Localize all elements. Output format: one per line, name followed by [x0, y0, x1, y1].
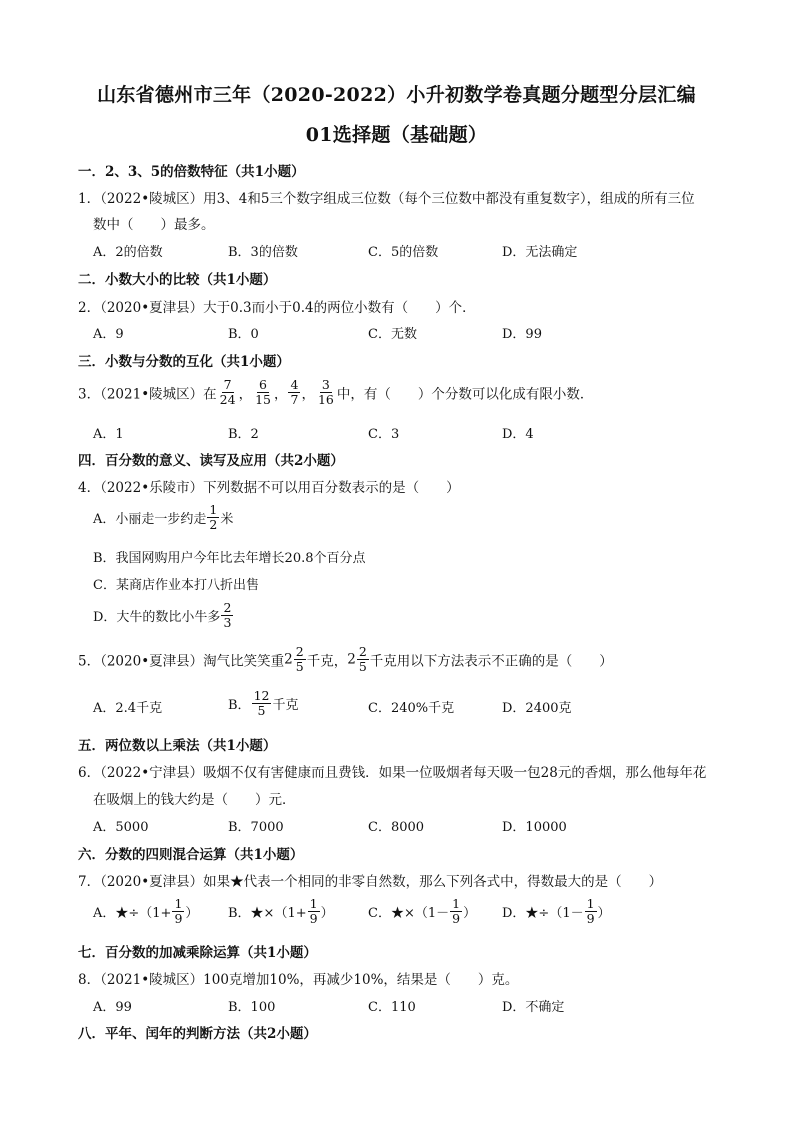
q2-option-a: A．9: [93, 327, 124, 342]
q8-option-d: D．不确定: [502, 1000, 565, 1015]
q5-option-b: B． $\frac{12}{5}$ 千克: [228, 688, 299, 718]
q5-mixed-fraction-2: $\frac{2}{5}$: [358, 644, 367, 674]
q5-option-a: A．2.4千克: [93, 701, 163, 716]
q3-fraction-1: $\frac{7}{24}$: [219, 377, 236, 407]
question-5: 5．（2020•夏津县）淘气比笑笑重2 $\frac{2}{5}$ 千克，2 $\frac{2}{5}$ 千克用以下方法表示不正确的是（ ）: [78, 644, 613, 674]
section-heading-7: 七．百分数的加减乘除运算（共1小题）: [78, 945, 317, 961]
q7-option-b-fraction: $\frac{1}{9}$: [309, 896, 318, 926]
section-heading-1: 一．2、3、5的倍数特征（共1小题）: [78, 164, 305, 180]
q3-fraction-4: $\frac{3}{16}$: [317, 377, 334, 407]
question-1-line1: 1．（2022•陵城区）用3、4和5三个数字组成三位数（每个三位数中都没有重复数字），组成的所有三位: [78, 191, 695, 207]
question-6-line2: 在吸烟上的钱大约是（ ）元．: [93, 792, 296, 808]
q5-option-b-fraction: $\frac{12}{5}$: [253, 688, 270, 718]
q3-option-c: C．3: [368, 427, 400, 442]
question-8: 8．（2021•陵城区）100克增加10%，再减少10%，结果是（ ）克。: [78, 972, 519, 988]
q6-option-d: D．10000: [502, 820, 567, 835]
section-heading-8: 八．平年、闰年的判断方法（共2小题）: [78, 1026, 317, 1042]
q7-option-a-fraction: $\frac{1}{9}$: [174, 896, 183, 926]
q4-option-a-fraction: $\frac{1}{2}$: [209, 502, 218, 532]
q7-option-b: B．★×（1+ $\frac{1}{9}$ ）: [228, 896, 334, 926]
q3-suffix: 中，有（ ）个分数可以化成有限小数．: [336, 386, 594, 403]
q4-option-a: A．小丽走一步约走 $\frac{1}{2}$ 米: [93, 502, 234, 532]
q3-fraction-2: $\frac{6}{15}$: [255, 377, 271, 407]
question-6-line1: 6．（2022•宁津县）吸烟不仅有害健康而且费钱．如果一位吸烟者每天吸一包28元的香烟，那么他每年花: [78, 765, 707, 781]
q7-option-d: D．★÷（1－ $\frac{1}{9}$ ）: [502, 896, 611, 926]
document-title-line2: 01选择题（基础题）: [305, 124, 488, 146]
q4-option-b: B．我国网购用户今年比去年增长20.8个百分点: [93, 551, 366, 566]
q3-fraction-3: $\frac{4}{7}$: [290, 377, 299, 407]
q6-option-a: A．5000: [93, 820, 149, 835]
q8-option-a: A．99: [93, 1000, 132, 1015]
q2-option-c: C．无数: [368, 327, 417, 342]
q7-option-a: A．★÷（1+ $\frac{1}{9}$ ）: [93, 896, 199, 926]
section-heading-6: 六．分数的四则混合运算（共1小题）: [78, 847, 304, 863]
q5-option-c: C．240%千克: [368, 701, 455, 716]
q2-option-b: B．0: [228, 327, 259, 342]
q1-option-c: C．5的倍数: [368, 245, 439, 260]
question-7: 7．（2020•夏津县）如果★代表一个相同的非零自然数，那么下列各式中，得数最大的是（ ）: [78, 874, 663, 890]
q3-option-a: A．1: [93, 427, 124, 442]
q3-prefix: 3．（2021•陵城区）在: [78, 386, 217, 403]
q8-option-b: B．100: [228, 1000, 276, 1015]
q3-option-d: D．4: [502, 427, 534, 442]
question-2: 2．（2020•夏津县）大于0.3而小于0.4的两位小数有（ ）个．: [78, 300, 476, 316]
q7-option-c: C．★×（1－ $\frac{1}{9}$ ）: [368, 896, 477, 926]
q4-option-d: D．大牛的数比小牛多 $\frac{2}{3}$: [93, 600, 232, 630]
q5-mixed-fraction-1: $\frac{2}{5}$: [295, 644, 304, 674]
q1-option-a: A．2的倍数: [93, 245, 163, 260]
question-3: 3．（2021•陵城区）在 $\frac{7}{24}$ ， $\frac{6}{15}$ ， $\frac{4}{7}$ ， $\frac{3}{16}$ 中，有（ ）个分数可以化成有限小数．: [78, 377, 594, 407]
q4-option-c: C．某商店作业本打八折出售: [93, 578, 259, 593]
q7-option-c-fraction: $\frac{1}{9}$: [452, 896, 461, 926]
section-heading-3: 三．小数与分数的互化（共1小题）: [78, 354, 290, 370]
document-title-line1: 山东省德州市三年（2020-2022）小升初数学卷真题分题型分层汇编: [97, 84, 696, 106]
q1-option-d: D．无法确定: [502, 245, 578, 260]
question-1-line2: 数中（ ）最多。: [93, 217, 215, 233]
q8-option-c: C．110: [368, 1000, 416, 1015]
q3-option-b: B．2: [228, 427, 259, 442]
q5-option-d: D．2400克: [502, 701, 572, 716]
q4-option-d-fraction: $\frac{2}{3}$: [223, 600, 232, 630]
q6-option-c: C．8000: [368, 820, 425, 835]
q1-option-b: B．3的倍数: [228, 245, 298, 260]
question-4: 4．（2022•乐陵市）下列数据不可以用百分数表示的是（ ）: [78, 480, 460, 496]
section-heading-5: 五．两位数以上乘法（共1小题）: [78, 738, 277, 754]
q7-option-d-fraction: $\frac{1}{9}$: [586, 896, 595, 926]
q6-option-b: B．7000: [228, 820, 284, 835]
section-heading-4: 四．百分数的意义、读写及应用（共2小题）: [78, 453, 344, 469]
q2-option-d: D．99: [502, 327, 542, 342]
section-heading-2: 二．小数大小的比较（共1小题）: [78, 272, 277, 288]
